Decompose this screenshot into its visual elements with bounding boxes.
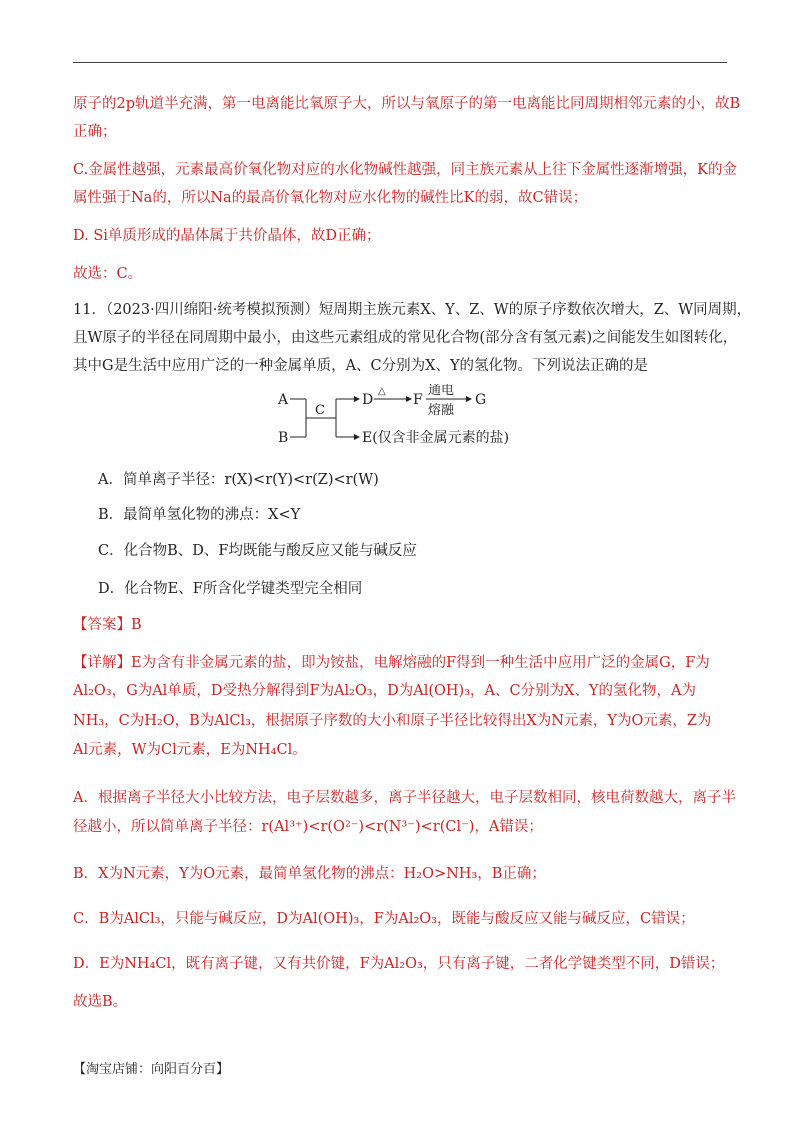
condition-electrolysis: 通电 xyxy=(428,384,455,398)
detail-final: 故选B。 xyxy=(73,994,128,1010)
node-f: F xyxy=(413,392,423,408)
detail-c-line: C．B为AlCl₃，只能与碱反应，D为Al(OH)₃，F为Al₂O₃，既能与酸反应又能与碱反应，C错误； xyxy=(73,911,695,927)
detail-line-1: 【详解】E为含有非金属元素的盐，即为铵盐，电解熔融的F得到一种生活中应用广泛的金属G，F为 xyxy=(73,655,710,671)
prev-d-line: D. Si单质形成的晶体属于共价晶体，故D正确； xyxy=(73,228,381,244)
arrowhead-e xyxy=(354,434,360,440)
detail-d-line: D．E为NH₄Cl，既有离子键，又有共价键，F为Al₂O₃，只有离子键，二者化学键类型不同，D错误； xyxy=(73,956,725,972)
arrowhead-d xyxy=(354,396,360,402)
prev-conclusion: 故选：C。 xyxy=(73,266,143,282)
condition-molten: 熔融 xyxy=(428,403,455,418)
question-line-3: 其中G是生活中应用广泛的一种金属单质，A、C分别为X、Y的氢化物。下列说法正确的是 xyxy=(73,358,649,374)
arrowhead-f xyxy=(406,396,412,402)
detail-line-4: Al元素，W为Cl元素，E为NH₄Cl。 xyxy=(73,742,307,758)
option-a: A．简单离子半径：r(X)<r(Y)<r(Z)<r(W) xyxy=(98,472,379,488)
node-a: A xyxy=(278,392,289,408)
arrowhead-g xyxy=(466,396,472,402)
option-b: B．最简单氢化物的沸点：X<Y xyxy=(98,507,301,523)
answer: 【答案】B xyxy=(73,617,142,633)
reagent-c: C xyxy=(315,403,325,418)
option-c: C．化合物B、D、F均既能与酸反应又能与碱反应 xyxy=(98,543,417,559)
detail-b-line: B．X为N元素，Y为O元素，最简单氢化物的沸点：H₂O>NH₃，B正确； xyxy=(73,866,546,882)
header-rule xyxy=(73,62,727,63)
prev-c-line-1: C.金属性越强，元素最高价氧化物对应的水化物碱性越强，同主族元素从上往下金属性逐渐增强，K的金 xyxy=(73,162,738,178)
node-g: G xyxy=(475,392,487,408)
detail-line-2: Al₂O₃，G为Al单质，D受热分解得到F为Al₂O₃，D为Al(OH)₃，A、C分别为X、Y的氢化物，A为 xyxy=(73,683,696,699)
node-d: D xyxy=(362,392,374,408)
detail-a-line-1: A．根据离子半径大小比较方法，电子层数越多，离子半径越大，电子层数相同，核电荷数越大，离子半 xyxy=(73,790,736,806)
option-d: D．化合物E、F所含化学键类型完全相同 xyxy=(98,581,363,597)
prev-c-line-2: 属性强于Na的，所以Na的最高价氧化物对应水化物的碱性比K的弱，故C错误； xyxy=(73,190,588,206)
node-b: B xyxy=(278,430,289,446)
question-line-1: 11．（2023·四川绵阳·统考模拟预测）短周期主族元素X、Y、Z、W的原子序数依次增大，Z、W同周期， xyxy=(73,302,752,318)
question-line-2: 且W原子的半径在同周期中最小，由这些元素组成的常见化合物(部分含有氢元素)之间能发生如图转化， xyxy=(73,330,738,346)
detail-a-line-2: 径越小，所以简单离子半径：r(Al³⁺)<r(O²⁻)<r(N³⁻)<r(Cl⁻)，A错误； xyxy=(73,819,543,835)
transformation-diagram xyxy=(270,384,550,474)
prev-line-2: 正确； xyxy=(73,124,117,140)
prev-line-1: 原子的2p轨道半充满，第一电离能比氧原子大，所以与氧原子的第一电离能比同周期相邻元素的小，故B xyxy=(73,96,741,112)
heat-symbol: △ xyxy=(378,386,386,397)
node-e: E(仅含非金属元素的盐) xyxy=(362,430,510,446)
detail-line-3: NH₃，C为H₂O，B为AlCl₃，根据原子序数的大小和原子半径比较得出X为N元素，Y为O元素，Z为 xyxy=(73,713,712,729)
footer-shop-name: 【淘宝店铺：向阳百分百】 xyxy=(73,1062,230,1077)
